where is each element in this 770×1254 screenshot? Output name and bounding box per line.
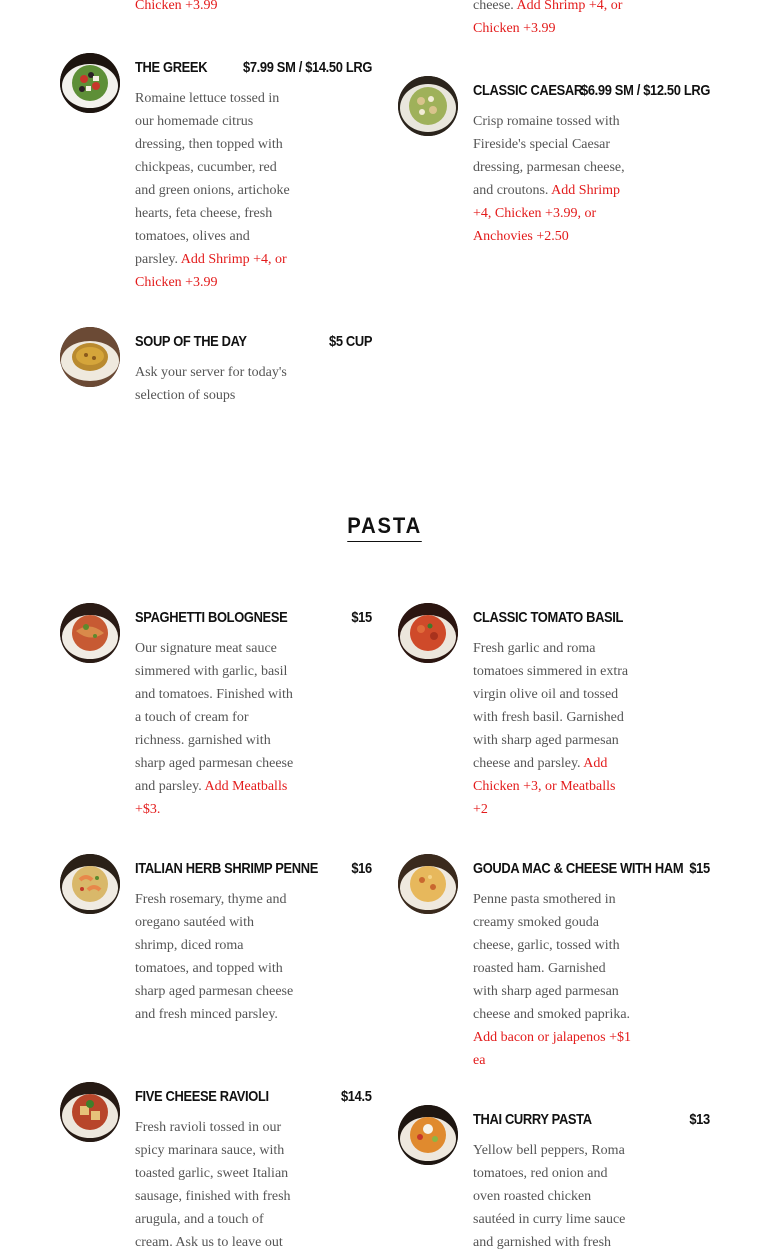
- item-description: [135, 87, 295, 294]
- item-description: [473, 637, 633, 821]
- item-price: $13: [689, 1111, 710, 1128]
- item-name: CLASSIC CAESAR: [473, 82, 583, 99]
- menu-item-soup-of-the-day: [60, 327, 372, 407]
- item-description: [473, 110, 633, 248]
- item-price: $6.99 SM / $12.50 LRG: [580, 82, 710, 99]
- desc-text: Fresh garlic and roma tomatoes simmered in extra virgin olive oil and tossed with fresh basil. Garnished with sharp aged parmesan cheese and parsley.: [473, 641, 629, 771]
- item-price: $15: [351, 609, 372, 626]
- desc-text: Crisp romaine tossed with Fireside's special Caesar dressing, parmesan cheese, and croutons.: [473, 114, 625, 198]
- item-description: [473, 888, 633, 1072]
- addon-text: Add Meatballs +$3.: [135, 779, 288, 817]
- desc-text: Romaine lettuce tossed in our homemade citrus dressing, then topped with chickpeas, cucumber, red and green onions, artichoke hearts, feta cheese, fresh tomatoes, olives and parsley.: [135, 91, 290, 267]
- gouda-mac-photo: [398, 854, 458, 914]
- addon-text: Chicken +3.99: [135, 0, 218, 13]
- greek-salad-photo: [60, 53, 120, 113]
- item-price: $7.99 SM / $14.50 LRG: [242, 59, 372, 76]
- item-description: [135, 637, 295, 821]
- desc-text: Our signature meat sauce simmered with garlic, basil and tomatoes. Finished with a touch of cream for richness. garnished with sharp aged parmesan cheese and parsley.: [135, 641, 294, 794]
- desc-text: Penne pasta smothered in creamy smoked gouda cheese, garlic, tossed with roasted ham. Garnished with sharp aged parmesan cheese and smoked paprika.: [473, 892, 631, 1022]
- item-description: [135, 888, 295, 1026]
- item-price: $16: [351, 860, 372, 877]
- tomato-basil-pasta-photo: [398, 603, 458, 663]
- section-title-pasta: [0, 512, 770, 542]
- item-name: SPAGHETTI BOLOGNESE: [135, 609, 288, 626]
- prev-item-fragment-right: [473, 0, 643, 40]
- menu-item-italian-herb-shrimp-penne: [60, 854, 372, 1054]
- item-description: [135, 1116, 295, 1254]
- item-price: $5 CUP: [328, 333, 372, 350]
- menu-item-classic-tomato-basil: [398, 603, 710, 823]
- addon-text: Add Shrimp +4, or Chicken +3.99: [473, 0, 623, 36]
- menu-item-thai-curry-pasta: [398, 1105, 710, 1250]
- item-name: SOUP OF THE DAY: [135, 333, 247, 350]
- addon-text: Add Shrimp +4, or Chicken +3.99: [135, 252, 287, 290]
- spaghetti-bolognese-photo: [60, 603, 120, 663]
- item-name: CLASSIC TOMATO BASIL: [473, 609, 624, 626]
- ravioli-photo: [60, 1082, 120, 1142]
- item-name: THE GREEK: [135, 59, 208, 76]
- item-price: $15: [689, 860, 710, 877]
- item-price: $14.5: [341, 1088, 372, 1105]
- item-name: ITALIAN HERB SHRIMP PENNE: [135, 860, 319, 877]
- item-description: [135, 361, 295, 407]
- addon-text: Add Shrimp +4, Chicken +3.99, or Anchovies +2.50: [473, 183, 621, 244]
- menu-item-five-cheese-ravioli: [60, 1082, 372, 1250]
- item-name: GOUDA MAC & CHEESE WITH HAM: [473, 860, 684, 877]
- desc-text: cheese.: [473, 0, 514, 13]
- menu-item-classic-caesar: [398, 76, 710, 256]
- item-name: FIVE CHEESE RAVIOLI: [135, 1088, 269, 1105]
- desc-text: Ask your server for today's selection of soups: [135, 365, 287, 403]
- menu-item-spaghetti-bolognese: [60, 603, 372, 823]
- desc-text: Fresh rosemary, thyme and oregano sautéed with shrimp, diced roma tomatoes, and topped with sharp aged parmesan cheese and fresh minced parsley.: [135, 892, 294, 1022]
- section-title-text: PASTA: [348, 512, 423, 542]
- menu-item-the-greek: [60, 53, 372, 293]
- caesar-salad-photo: [398, 76, 458, 136]
- soup-photo: [60, 327, 120, 387]
- desc-text: Fresh ravioli tossed in our spicy marinara sauce, with toasted garlic, sweet Italian sausage, finished with fresh arugula, and a touch of cream. Ask us to leave out: [135, 1120, 291, 1250]
- desc-text: Yellow bell peppers, Roma tomatoes, red onion and oven roasted chicken sautéed in curry lime sauce and garnished with fresh: [473, 1143, 626, 1250]
- addon-text: Add Chicken +3, or Meatballs +2: [473, 756, 616, 817]
- menu-item-gouda-mac-cheese: [398, 854, 710, 1074]
- addon-text: Add bacon or jalapenos +$1 ea: [473, 1030, 631, 1068]
- shrimp-penne-photo: [60, 854, 120, 914]
- prev-item-fragment-left: [135, 0, 305, 17]
- item-name: THAI CURRY PASTA: [473, 1111, 592, 1128]
- item-description: [473, 1139, 633, 1254]
- thai-curry-pasta-photo: [398, 1105, 458, 1165]
